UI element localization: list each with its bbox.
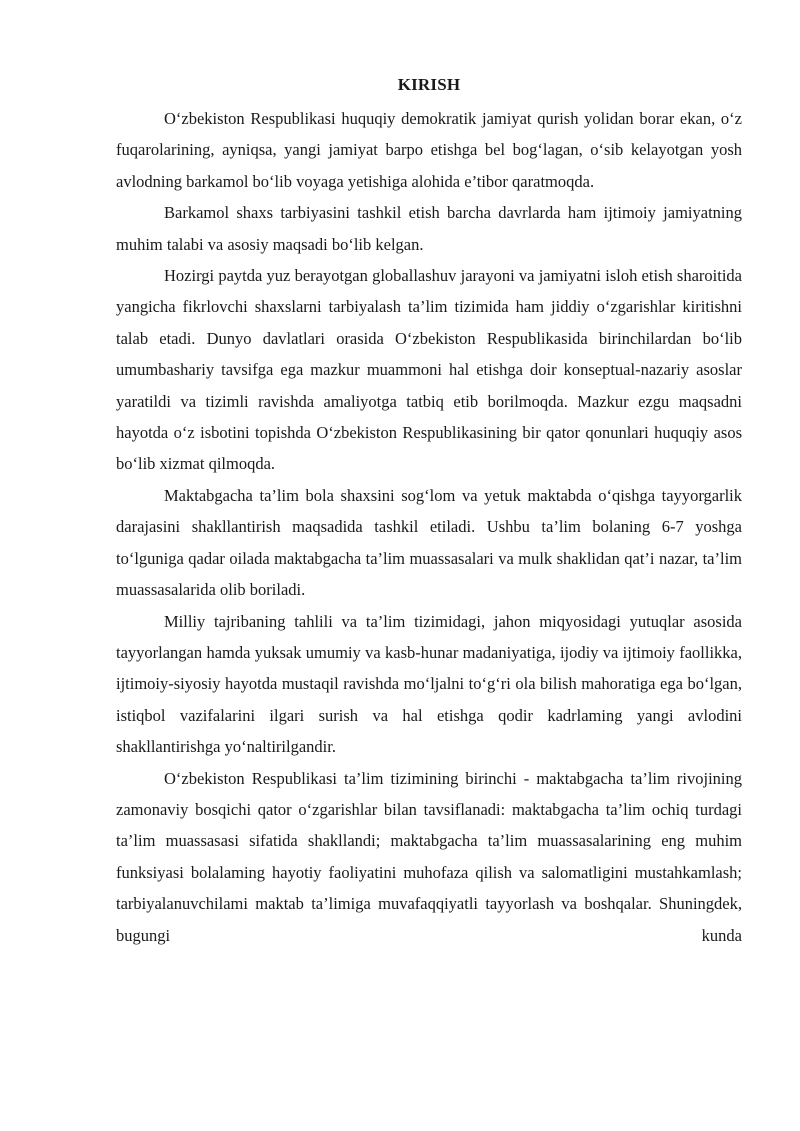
paragraph-4: Maktabgacha ta’lim bola shaxsini sog‘lom va yetuk maktabda o‘qishga tayyorgarlik darajasini shakllantirish maqsadida tashkil etiladi. Ushbu ta’lim bolaning 6-7 yoshga to‘lguniga qadar oilada maktabgacha ta’lim muassasalari va mulk shaklidan qat’i nazar, ta’lim muassasalarida olib boriladi.	[116, 485, 742, 600]
document-page	[116, 72, 742, 951]
paragraph-1: O‘zbekiston Respublikasi huquqiy demokratik jamiyat qurish yolidan borar ekan, o‘z fuqarolarining, ayniqsa, yangi jamiyat barpo etishga bel bog‘lagan, o‘sib kelayotgan yosh avlodning barkamol bo‘lib voyaga yetishiga alohida e’tibor qaratmoqda.	[116, 109, 742, 191]
paragraph-2: Barkamol shaxs tarbiyasini tashkil etish barcha davrlarda ham ijtimoiy jamiyatning muhim talabi va asosiy maqsadi bo‘lib kelgan.	[116, 203, 742, 254]
document-title: KIRISH	[397, 75, 461, 94]
paragraph-6: O‘zbekiston Respublikasi ta’lim tizimining birinchi - maktabgacha ta’lim rivojining zamonaviy bosqichi qator o‘zgarishlar bilan tavsiflanadi: maktabgacha ta’lim ochiq turdagi ta’lim muassasasi sifatida shakllandi; maktabgacha ta’lim muassasalarining eng muhim funksiyasi bolalaming hayotiy faoliyatini muhofaza qilish va salomatligini mustahkamlash; tarbiyalanuvchilami maktab ta’limiga muvafaqqiyatli tayyorlash va boshqalar. Shuningdek, bugungi kunda	[116, 768, 742, 945]
paragraph-3: Hozirgi paytda yuz berayotgan globallashuv jarayoni va jamiyatni isloh etish sharoitida yangicha fikrlovchi shaxslarni tarbiyalash ta’lim tizimida ham jiddiy o‘zgarishlar kiritishni talab etadi. Dunyo davlatlari orasida O‘zbekiston Respublikasida birinchilardan bo‘lib umumbashariy tavsifga ega mazkur muammoni hal etishga doir konseptual-nazariy asoslar yaratildi va tizimli ravishda amaliyotga tatbiq etib borilmoqda. Mazkur ezgu maqsadni hayotda o‘z isbotini topishda O‘zbekiston Respublikasining bir qator qonunlari huquqiy asos bo‘lib xizmat qilmoqda.	[116, 266, 742, 474]
paragraph-5: Milliy tajribaning tahlili va ta’lim tizimidagi, jahon miqyosidagi yutuqlar asosida tayyorlangan hamda yuksak umumiy va kasb-hunar madaniyatiga, ijodiy va ijtimoiy faollikka, ijtimoiy-siyosiy hayotda mustaqil ravishda mo‘ljalni to‘g‘ri ola bilish mahoratiga ega bo‘lgan, istiqbol vazifalarini ilgari surish va hal etishga qodir kadrlaming yangi avlodini shakllantirishga yo‘naltirilgandir.	[116, 611, 742, 757]
